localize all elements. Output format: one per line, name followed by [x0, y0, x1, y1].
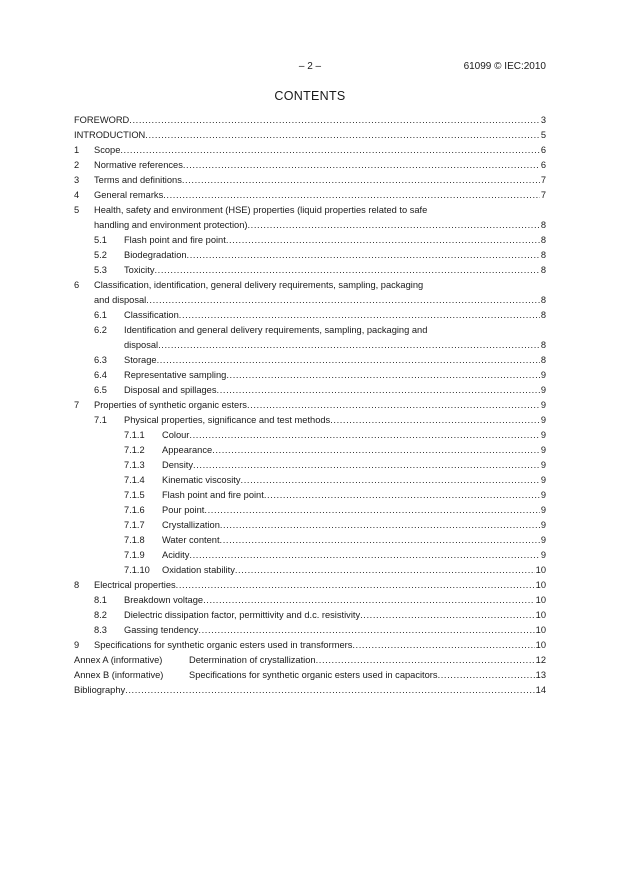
toc-entry-title: Physical properties, significance and test methods [124, 415, 331, 425]
toc-entry-number: 8.2 [94, 610, 107, 620]
toc-entry-title: Determination of crystallization [189, 655, 316, 665]
toc-entry-number: 7.1.9 [124, 550, 145, 560]
dot-leader [158, 338, 540, 353]
toc-entry-number: 5.1 [94, 235, 107, 245]
toc-entry-title: Acidity [162, 550, 190, 560]
toc-entry[interactable] [74, 473, 546, 488]
toc-entry-title: Pour point [162, 505, 205, 515]
toc-entry[interactable] [74, 683, 546, 698]
toc-entry[interactable] [74, 443, 546, 458]
toc-entry-number: 7.1.5 [124, 490, 145, 500]
toc-entry-number: 8.3 [94, 625, 107, 635]
toc-entry-title: Terms and definitions [94, 175, 182, 185]
toc-entry-title: Crystallization [162, 520, 220, 530]
page-title: CONTENTS [274, 89, 346, 103]
toc-entry-page: 3 [540, 115, 546, 125]
toc-entry-page: 9 [540, 400, 546, 410]
toc-entry-page: 12 [535, 655, 546, 665]
toc-entry-title: Appearance [162, 445, 213, 455]
toc-entry-page: 9 [540, 415, 546, 425]
toc-entry-page: 7 [540, 190, 546, 200]
toc-entry[interactable] [74, 113, 546, 128]
dot-leader [352, 638, 534, 653]
dot-leader [212, 443, 540, 458]
dot-leader [179, 308, 540, 323]
toc-entry[interactable] [74, 668, 546, 683]
toc-entry-title: Representative sampling [124, 370, 227, 380]
dot-leader [203, 593, 535, 608]
toc-entry-title: Disposal and spillages [124, 385, 217, 395]
toc-entry[interactable] [74, 638, 546, 653]
toc-entry-page: 10 [535, 610, 546, 620]
toc-entry-page: 13 [535, 670, 546, 680]
toc-entry-number: 7.1.6 [124, 505, 145, 515]
toc-entry[interactable] [74, 143, 546, 158]
toc-entry[interactable] [74, 623, 546, 638]
toc-entry-number: 7.1.3 [124, 460, 145, 470]
toc-entry-number: 5.2 [94, 250, 107, 260]
toc-entry[interactable] [74, 233, 546, 248]
toc-entry-title: Properties of synthetic organic esters [94, 400, 247, 410]
dot-leader [226, 233, 540, 248]
toc-entry-number: 4 [74, 190, 80, 200]
dot-leader [189, 548, 539, 563]
toc-entry-page: 9 [540, 535, 546, 545]
dot-leader [187, 248, 540, 263]
toc-entry-title: Kinematic viscosity [162, 475, 241, 485]
toc-entry[interactable] [74, 578, 546, 593]
toc-entry[interactable] [74, 608, 546, 623]
toc-entry-page: 9 [540, 550, 546, 560]
toc-entry-title: Gassing tendency [124, 625, 199, 635]
toc-entry[interactable] [74, 323, 546, 353]
toc-entry-title: General remarks [94, 190, 164, 200]
toc-entry-page: 10 [535, 595, 546, 605]
dot-leader [176, 578, 535, 593]
toc-entry-title: Colour [162, 430, 190, 440]
toc-entry-page: 10 [535, 580, 546, 590]
toc-entry[interactable] [74, 353, 546, 368]
toc-entry-page: 9 [540, 490, 546, 500]
toc-entry[interactable] [74, 203, 546, 233]
dot-leader [220, 518, 540, 533]
dot-leader [193, 458, 540, 473]
dot-leader [360, 608, 535, 623]
toc-entry-number: 1 [74, 145, 80, 155]
toc-entry[interactable] [74, 548, 546, 563]
toc-entry-title: Toxicity [124, 265, 155, 275]
toc-entry-title: and disposal [94, 295, 147, 305]
toc-entry-page: 8 [540, 220, 546, 230]
toc-entry-page: 9 [540, 475, 546, 485]
toc-entry-number: 6.1 [94, 310, 107, 320]
toc-entry-page: 9 [540, 385, 546, 395]
toc-entry-title: Scope [94, 145, 121, 155]
toc-entry[interactable] [74, 593, 546, 608]
toc-entry-page: 8 [540, 250, 546, 260]
toc-entry-title: Bibliography [74, 685, 126, 695]
toc-entry-number: 7.1.10 [124, 565, 150, 575]
toc-entry[interactable] [74, 503, 546, 518]
toc-entry[interactable] [74, 653, 546, 668]
toc-entry-title: Specifications for synthetic organic esters used in transformers [94, 640, 353, 650]
dot-leader [163, 188, 540, 203]
toc-entry-number: 7.1.7 [124, 520, 145, 530]
toc-entry[interactable] [74, 173, 546, 188]
dot-leader [182, 173, 540, 188]
toc-entry[interactable] [74, 533, 546, 548]
toc-entry-title: Flash point and fire point [124, 235, 226, 245]
toc-entry-page: 6 [540, 145, 546, 155]
toc-entry-number: 7.1.8 [124, 535, 145, 545]
toc-entry-page: 8 [540, 235, 546, 245]
toc-entry-title: Dielectric dissipation factor, permittivity and d.c. resistivity [124, 610, 361, 620]
toc-entry-number: 7.1.2 [124, 445, 145, 455]
dot-leader [247, 398, 540, 413]
dot-leader [241, 473, 540, 488]
toc-entry-number: 6.5 [94, 385, 107, 395]
dot-leader [120, 143, 539, 158]
toc-entry-title: Flash point and fire point [162, 490, 264, 500]
toc-entry-title: Storage [124, 355, 157, 365]
toc-entry-number: 7.1 [94, 415, 107, 425]
toc-entry-number: 5 [74, 205, 80, 215]
toc-entry-page: 9 [540, 430, 546, 440]
dot-leader [198, 623, 534, 638]
toc-entry-page: 9 [540, 445, 546, 455]
toc-entry-page: 9 [540, 460, 546, 470]
toc-entry[interactable] [74, 518, 546, 533]
dot-leader [217, 383, 540, 398]
toc-entry-number: 7.1.1 [124, 430, 145, 440]
dot-leader [330, 413, 540, 428]
toc-entry[interactable] [74, 188, 546, 203]
toc-entry-page: 8 [540, 310, 546, 320]
toc-entry[interactable] [74, 158, 546, 173]
toc-entry-page: 5 [540, 130, 546, 140]
toc-entry-number: 3 [74, 175, 80, 185]
dot-leader [157, 353, 540, 368]
toc-entry-title: Specifications for synthetic organic esters used in capacitors [189, 670, 438, 680]
toc-entry[interactable] [74, 458, 546, 473]
toc-entry-number: 6 [74, 280, 80, 290]
toc-entry-title: Electrical properties [94, 580, 176, 590]
dot-leader [183, 158, 540, 173]
toc-entry-title: Identification and general delivery requirements, sampling, packaging and [124, 325, 428, 335]
toc-entry-title: Biodegradation [124, 250, 187, 260]
toc-entry-page: 14 [535, 685, 546, 695]
toc-entry-title: Normative references [94, 160, 183, 170]
toc-entry[interactable] [74, 383, 546, 398]
toc-entry-title: handling and environment protection) [94, 220, 248, 230]
toc-entry-title: Water content [162, 535, 220, 545]
toc-entry-title: Classification, identification, general delivery requirements, sampling, packaging [94, 280, 424, 290]
document-reference: 61099 © IEC:2010 [463, 61, 546, 72]
toc-entry-page: 10 [535, 640, 546, 650]
toc-entry-number: Annex B (informative) [74, 670, 164, 680]
toc-entry-number: 5.3 [94, 265, 107, 275]
toc-entry-number: 2 [74, 160, 80, 170]
toc-entry[interactable] [74, 488, 546, 503]
toc-entry-title: Health, safety and environment (HSE) properties (liquid properties related to safe [94, 205, 428, 215]
toc-entry-number: 8 [74, 580, 80, 590]
toc-entry-title: FOREWORD [74, 115, 130, 125]
toc-entry-title: Oxidation stability [162, 565, 235, 575]
toc-entry-title: Classification [124, 310, 179, 320]
dot-leader [248, 218, 540, 233]
toc-entry-page: 8 [540, 340, 546, 350]
dot-leader [129, 113, 540, 128]
toc-entry[interactable] [74, 398, 546, 413]
toc-entry[interactable] [74, 563, 546, 578]
dot-leader [189, 428, 539, 443]
toc-entry-title: disposal [124, 340, 159, 350]
toc-entry-page: 9 [540, 370, 546, 380]
toc-entry[interactable] [74, 248, 546, 263]
dot-leader [264, 488, 540, 503]
toc-entry[interactable] [74, 128, 546, 143]
dot-leader [204, 503, 539, 518]
toc-entry-number: Annex A (informative) [74, 655, 163, 665]
dot-leader [316, 653, 535, 668]
toc-entry[interactable] [74, 308, 546, 323]
toc-entry-title: INTRODUCTION [74, 130, 146, 140]
dot-leader [146, 293, 540, 308]
toc-entry-number: 7 [74, 400, 80, 410]
toc-entry-page: 10 [535, 625, 546, 635]
toc-entry-number: 6.3 [94, 355, 107, 365]
toc-entry[interactable] [74, 368, 546, 383]
dot-leader [235, 563, 535, 578]
toc-entry-page: 9 [540, 505, 546, 515]
toc-entry-page: 8 [540, 355, 546, 365]
toc-entry[interactable] [74, 263, 546, 278]
toc-entry-number: 7.1.4 [124, 475, 145, 485]
toc-entry-page: 7 [540, 175, 546, 185]
toc-entry-title: Breakdown voltage [124, 595, 204, 605]
toc-entry[interactable] [74, 278, 546, 308]
dot-leader [125, 683, 534, 698]
toc-entry-title: Density [162, 460, 194, 470]
table-of-contents [74, 113, 546, 698]
page-number: – 2 – [298, 61, 322, 72]
toc-entry-number: 6.2 [94, 325, 107, 335]
toc-entry-page: 10 [535, 565, 546, 575]
dot-leader [220, 533, 540, 548]
dot-leader [226, 368, 540, 383]
dot-leader [145, 128, 540, 143]
toc-entry[interactable] [74, 413, 546, 428]
toc-entry-page: 8 [540, 295, 546, 305]
toc-entry-number: 8.1 [94, 595, 107, 605]
dot-leader [154, 263, 539, 278]
dot-leader [438, 668, 535, 683]
toc-entry-page: 9 [540, 520, 546, 530]
toc-entry-number: 6.4 [94, 370, 107, 380]
toc-entry[interactable] [74, 428, 546, 443]
toc-entry-number: 9 [74, 640, 80, 650]
toc-entry-page: 8 [540, 265, 546, 275]
toc-entry-page: 6 [540, 160, 546, 170]
